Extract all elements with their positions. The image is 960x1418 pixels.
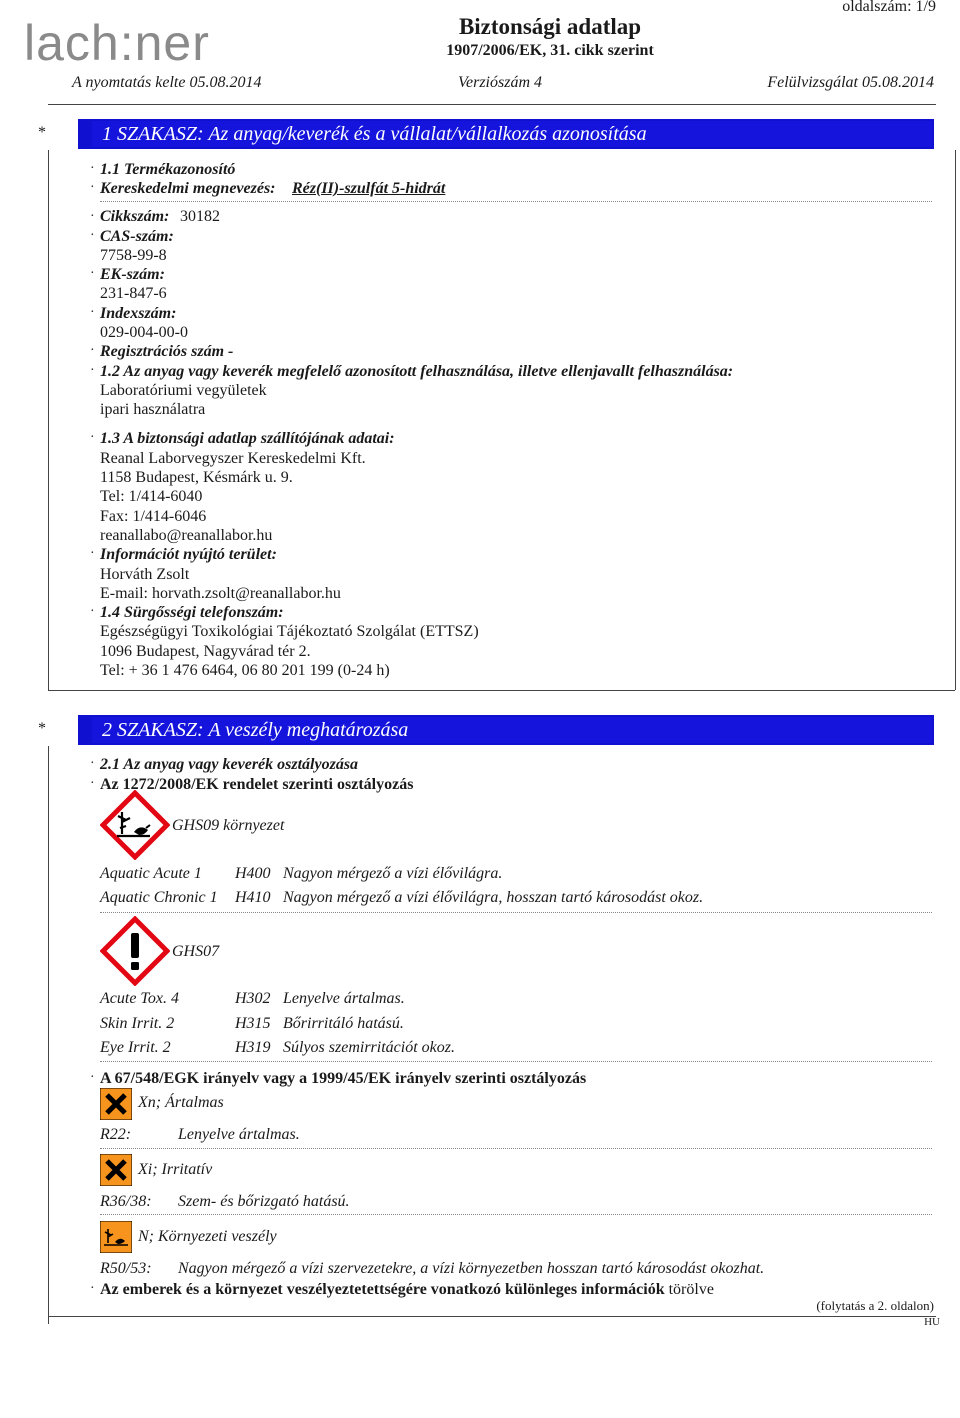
supplier-name: Reanal Laborvegyszer Kereskedelmi Kft. bbox=[100, 450, 366, 467]
section-1-bar bbox=[78, 119, 934, 149]
clp-classification-heading: Az 1272/2008/EK rendelet szerinti osztályozás bbox=[100, 776, 414, 793]
supplier-email[interactable]: reanallabo@reanallabor.hu bbox=[100, 527, 273, 544]
change-marker: * bbox=[38, 124, 46, 141]
hazard-statement: Lenyelve ártalmas. bbox=[283, 990, 405, 1007]
hazard-class: Skin Irrit. 2 bbox=[100, 1015, 175, 1032]
registration-number: Regisztrációs szám - bbox=[100, 343, 234, 360]
document-subtitle: 1907/2006/EK, 31. cikk szerint bbox=[446, 42, 654, 59]
hazard-code: H315 bbox=[235, 1015, 271, 1032]
continued-note: (folytatás a 2. oldalon) bbox=[816, 1298, 934, 1313]
risk-phrase-text: Nagyon mérgező a vízi szervezetekre, a vízi környezetben hosszan tartó károsodást okozhat. bbox=[178, 1260, 765, 1277]
supplier-address: 1158 Budapest, Késmárk u. 9. bbox=[100, 469, 293, 486]
trade-name-label: Kereskedelmi megnevezés: bbox=[100, 180, 276, 197]
section-2-bar bbox=[78, 715, 934, 745]
separator bbox=[100, 1148, 932, 1149]
ghs07-exclamation-icon bbox=[100, 916, 170, 986]
ghs09-label: GHS09 környezet bbox=[172, 817, 285, 834]
use-laboratory: Laboratóriumi vegyületek bbox=[100, 382, 267, 399]
language-code: HU bbox=[924, 1316, 940, 1328]
separator bbox=[100, 201, 932, 202]
trade-name-value: Réz(II)-szulfát 5-hidrát bbox=[292, 180, 446, 197]
revision-date: Felülvizsgálat 05.08.2014 bbox=[767, 74, 934, 91]
ghs07-label: GHS07 bbox=[172, 943, 220, 960]
contact-person: Horváth Zsolt bbox=[100, 566, 190, 583]
risk-phrase-code: R50/53: bbox=[100, 1260, 152, 1277]
hazard-code: H410 bbox=[235, 889, 271, 906]
cas-number-label: CAS-szám: bbox=[100, 228, 174, 245]
page-number: oldalszám: 1/9 bbox=[842, 0, 936, 15]
cas-number-value: 7758-99-8 bbox=[100, 247, 167, 264]
use-industrial: ipari használatra bbox=[100, 401, 206, 418]
index-number-value: 029-004-00-0 bbox=[100, 324, 188, 341]
dsd-classification-heading: A 67/548/EGK irányelv vagy a 1999/45/EK irányelv szerinti osztályozás bbox=[100, 1070, 587, 1087]
hazard-statement: Nagyon mérgező a vízi élővilágra. bbox=[283, 865, 503, 882]
hazard-statement: Súlyos szemirritációt okoz. bbox=[283, 1039, 455, 1056]
special-hazard-info bbox=[100, 1280, 714, 1299]
risk-phrase-text: Lenyelve ártalmas. bbox=[178, 1126, 300, 1143]
n-environment-icon bbox=[100, 1221, 132, 1253]
hazard-class: Aquatic Chronic 1 bbox=[100, 889, 218, 906]
emergency-service: Egészségügyi Toxikológiai Tájékoztató Szolgálat (ETTSZ) bbox=[100, 623, 479, 640]
risk-phrase-code: R22: bbox=[100, 1126, 132, 1143]
footer-rule bbox=[48, 1316, 936, 1317]
supplier-fax: Fax: 1/414-6046 bbox=[100, 508, 207, 525]
article-number-label: Cikkszám: bbox=[100, 208, 170, 225]
section-1-left-border bbox=[48, 150, 49, 690]
risk-phrase-code: R36/38: bbox=[100, 1193, 152, 1210]
ec-number-value: 231-847-6 bbox=[100, 285, 167, 302]
print-date: A nyomtatás kelte 05.08.2014 bbox=[72, 74, 262, 91]
separator bbox=[100, 1061, 932, 1062]
n-label: N; Környezeti veszély bbox=[138, 1228, 277, 1245]
ec-number-label: EK-szám: bbox=[100, 266, 165, 283]
hazard-class: Eye Irrit. 2 bbox=[100, 1039, 171, 1056]
company-logo: lach:ner bbox=[24, 15, 210, 71]
hazard-class: Acute Tox. 4 bbox=[100, 990, 179, 1007]
ghs09-environment-icon bbox=[100, 790, 170, 860]
xn-label: Xn; Ártalmas bbox=[138, 1094, 224, 1111]
section-1-title: 1 SZAKASZ: Az anyag/keverék és a vállalat/vállalkozás azonosítása bbox=[102, 123, 647, 145]
hazard-class: Aquatic Acute 1 bbox=[100, 865, 202, 882]
info-department-heading: Információt nyújtó terület: bbox=[100, 546, 277, 563]
document-title: Biztonsági adatlap bbox=[458, 14, 642, 39]
header-rule bbox=[48, 104, 936, 105]
section-2-left-border bbox=[48, 746, 49, 1324]
hazard-statement: Nagyon mérgező a vízi élővilágra, hosszan tartó károsodást okoz. bbox=[283, 889, 704, 906]
emergency-address: 1096 Budapest, Nagyvárad tér 2. bbox=[100, 643, 311, 660]
version-number: Verziószám 4 bbox=[458, 74, 543, 91]
xn-harmful-icon bbox=[100, 1088, 132, 1120]
section-1-right-border bbox=[955, 150, 956, 690]
index-number-label: Indexszám: bbox=[100, 305, 177, 322]
xi-irritant-icon bbox=[100, 1154, 132, 1186]
special-hazard-value: törölve bbox=[668, 1281, 714, 1298]
risk-phrase-text: Szem- és bőrizgató hatású. bbox=[178, 1193, 350, 1210]
identified-uses-heading: 1.2 Az anyag vagy keverék megfelelő azonosított felhasználása, illetve ellenjavallt felhasználása: bbox=[100, 363, 734, 380]
hazard-code: H400 bbox=[235, 865, 271, 882]
hazard-code: H302 bbox=[235, 990, 271, 1007]
emergency-phone-heading: 1.4 Sürgősségi telefonszám: bbox=[100, 604, 284, 621]
supplier-phone: Tel: 1/414-6040 bbox=[100, 488, 203, 505]
section-2-title: 2 SZAKASZ: A veszély meghatározása bbox=[102, 719, 409, 741]
separator bbox=[100, 1214, 932, 1215]
supplier-heading: 1.3 A biztonsági adatlap szállítójának adatai: bbox=[100, 430, 395, 447]
hazard-statement: Bőrirritáló hatású. bbox=[283, 1015, 404, 1032]
xi-label: Xi; Irritatív bbox=[138, 1161, 213, 1178]
emergency-phone: Tel: + 36 1 476 6464, 06 80 201 199 (0-24 h) bbox=[100, 662, 390, 679]
separator bbox=[100, 912, 932, 913]
classification-heading: 2.1 Az anyag vagy keverék osztályozása bbox=[100, 756, 359, 773]
section-1-bottom-rule bbox=[48, 690, 955, 691]
article-number-value: 30182 bbox=[180, 208, 220, 225]
hazard-code: H319 bbox=[235, 1039, 271, 1056]
contact-email[interactable]: E-mail: horvath.zsolt@reanallabor.hu bbox=[100, 585, 341, 602]
product-identifier-heading: 1.1 Termékazonosító bbox=[100, 161, 236, 178]
special-hazard-heading: Az emberek és a környezet veszélyeztetettségére vonatkozó különleges információk bbox=[100, 1281, 665, 1298]
change-marker: * bbox=[38, 720, 46, 737]
